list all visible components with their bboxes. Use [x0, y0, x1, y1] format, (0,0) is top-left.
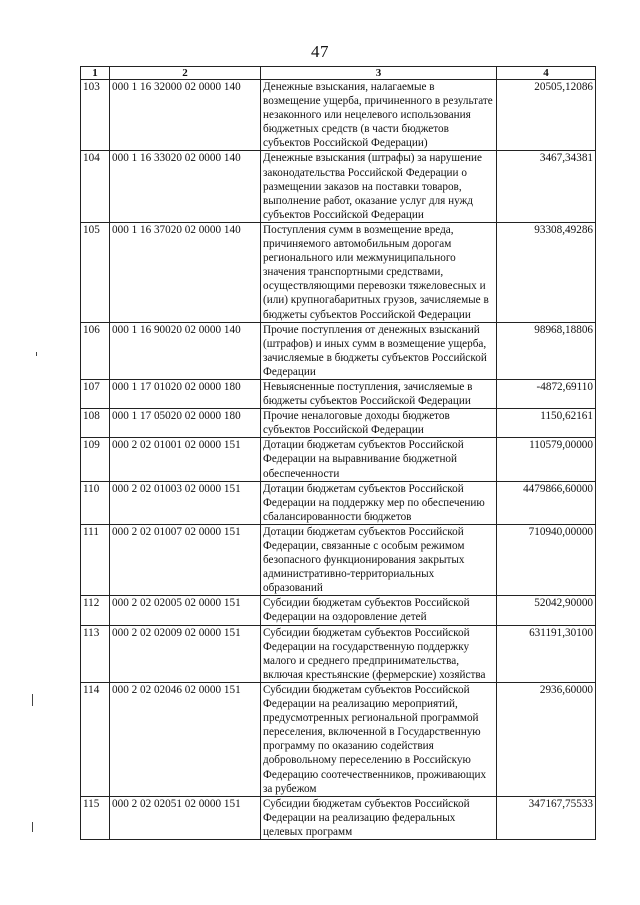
row-number: 112 — [81, 596, 110, 625]
row-number: 105 — [81, 222, 110, 322]
row-number: 108 — [81, 409, 110, 438]
row-number: 107 — [81, 379, 110, 408]
income-description: Прочие неналоговые доходы бюджетов субъектов Российской Федерации — [261, 409, 497, 438]
scan-mark — [32, 694, 33, 706]
row-number: 115 — [81, 796, 110, 839]
income-description: Невыясненные поступления, зачисляемые в бюджеты субъектов Российской Федерации — [261, 379, 497, 408]
budget-code: 000 1 16 37020 02 0000 140 — [110, 222, 261, 322]
page-number: 47 — [311, 42, 329, 61]
amount-value: 710940,00000 — [497, 524, 596, 595]
amount-value: 3467,34381 — [497, 151, 596, 222]
budget-code: 000 2 02 01007 02 0000 151 — [110, 524, 261, 595]
column-header-2: 2 — [110, 67, 261, 80]
income-description: Субсидии бюджетам субъектов Российской Федерации на реализацию федеральных целевых программ — [261, 796, 497, 839]
income-description: Денежные взыскания, налагаемые в возмещение ущерба, причиненного в результате незаконного или нецелевого использования бюджетных средств (в части бюджетов субъектов Российской Федерации) — [261, 80, 497, 151]
budget-table — [80, 66, 596, 840]
row-number: 104 — [81, 151, 110, 222]
row-number: 103 — [81, 80, 110, 151]
income-description: Дотации бюджетам субъектов Российской Федерации на поддержку мер по обеспечению сбалансированности бюджетов — [261, 481, 497, 524]
table-row — [81, 524, 596, 595]
row-number: 111 — [81, 524, 110, 595]
amount-value: 98968,18806 — [497, 322, 596, 379]
table-row — [81, 222, 596, 322]
budget-code: 000 2 02 01001 02 0000 151 — [110, 438, 261, 481]
column-header-1: 1 — [81, 67, 110, 80]
column-header-4: 4 — [497, 67, 596, 80]
row-number: 110 — [81, 481, 110, 524]
amount-value: 347167,75533 — [497, 796, 596, 839]
table-row — [81, 796, 596, 839]
budget-code: 000 2 02 02051 02 0000 151 — [110, 796, 261, 839]
amount-value: 1150,62161 — [497, 409, 596, 438]
scan-mark — [36, 352, 37, 356]
income-description: Дотации бюджетам субъектов Российской Федерации на выравнивание бюджетной обеспеченности — [261, 438, 497, 481]
row-number: 114 — [81, 682, 110, 796]
amount-value: 52042,90000 — [497, 596, 596, 625]
income-description: Субсидии бюджетам субъектов Российской Федерации на оздоровление детей — [261, 596, 497, 625]
income-description: Субсидии бюджетам субъектов Российской Федерации на государственную поддержку малого и среднего предпринимательства, включая крестьянские (фермерские) хозяйства — [261, 625, 497, 682]
budget-code: 000 2 02 01003 02 0000 151 — [110, 481, 261, 524]
scan-mark — [32, 822, 33, 832]
income-description: Прочие поступления от денежных взысканий (штрафов) и иных сумм в возмещение ущерба, зачисляемые в бюджеты субъектов Российской Федерации — [261, 322, 497, 379]
table-row — [81, 481, 596, 524]
amount-value: 20505,12086 — [497, 80, 596, 151]
amount-value: 4479866,60000 — [497, 481, 596, 524]
table-row — [81, 322, 596, 379]
budget-code: 000 1 16 90020 02 0000 140 — [110, 322, 261, 379]
row-number: 106 — [81, 322, 110, 379]
table-row — [81, 80, 596, 151]
budget-code: 000 2 02 02009 02 0000 151 — [110, 625, 261, 682]
budget-code: 000 1 16 32000 02 0000 140 — [110, 80, 261, 151]
table-row — [81, 409, 596, 438]
income-description: Поступления сумм в возмещение вреда, причиняемого автомобильным дорогам регионального или межмуниципального значения транспортными средствами, осуществляющими перевозки тяжеловесных и (или) крупногабаритных грузов, зачисляемые в бюджеты субъектов Российской Федерации — [261, 222, 497, 322]
table-header-row — [81, 67, 596, 80]
amount-value: 93308,49286 — [497, 222, 596, 322]
row-number: 109 — [81, 438, 110, 481]
income-description: Дотации бюджетам субъектов Российской Федерации, связанные с особым режимом безопасного функционирования закрытых административно-территориальных образований — [261, 524, 497, 595]
column-header-3: 3 — [261, 67, 497, 80]
budget-code: 000 1 16 33020 02 0000 140 — [110, 151, 261, 222]
amount-value: 2936,60000 — [497, 682, 596, 796]
table-row — [81, 596, 596, 625]
table-row — [81, 438, 596, 481]
amount-value: 110579,00000 — [497, 438, 596, 481]
budget-code: 000 1 17 05020 02 0000 180 — [110, 409, 261, 438]
budget-code: 000 1 17 01020 02 0000 180 — [110, 379, 261, 408]
income-description: Денежные взыскания (штрафы) за нарушение законодательства Российской Федерации о размещении заказов на поставки товаров, выполнение работ, оказание услуг для нужд субъектов Российской Федерации — [261, 151, 497, 222]
budget-code: 000 2 02 02046 02 0000 151 — [110, 682, 261, 796]
table-row — [81, 151, 596, 222]
row-number: 113 — [81, 625, 110, 682]
table-row — [81, 625, 596, 682]
income-description: Субсидии бюджетам субъектов Российской Федерации на реализацию мероприятий, предусмотренных региональной программой переселения, включенной в Государственную программу по оказанию содействия добровольному переселению в Российскую Федерацию соотечественников, проживающих за рубежом — [261, 682, 497, 796]
budget-code: 000 2 02 02005 02 0000 151 — [110, 596, 261, 625]
amount-value: -4872,69110 — [497, 379, 596, 408]
amount-value: 631191,30100 — [497, 625, 596, 682]
table-row — [81, 682, 596, 796]
table-row — [81, 379, 596, 408]
